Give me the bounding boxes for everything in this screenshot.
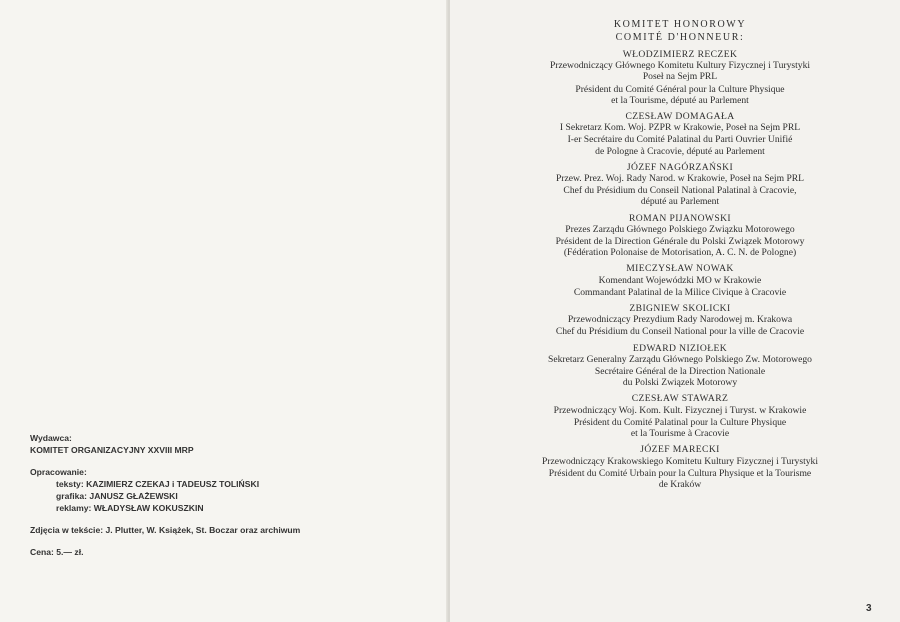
left-page [0,0,448,622]
committee-heading-fr: COMITÉ D'HONNEUR: [615,32,745,43]
member-name: EDWARD NIZIOŁEK [632,342,728,354]
member-name: JÓZEF NAGÓRZAŃSKI [626,161,734,173]
prepared-label: Opracowanie: [30,467,87,477]
member-title-fr: Chef du Présidium du Conseil National pour la ville de Cracovie [555,326,805,338]
member-title-pl: Przewodniczący Prezydium Rady Narodowej m. Krakowa [567,314,793,326]
member-name: CZESŁAW STAWARZ [631,393,729,405]
honorary-committee [480,18,880,490]
member-title-pl: Przewodniczący Krakowskiego Komitetu Kultury Fizycznej i Turystyki [541,455,819,467]
member-title-fr: et la Tourisme, député au Parlement [611,94,749,106]
member-title-fr: et la Tourisme à Cracovie [630,428,730,440]
committee-member [480,303,880,338]
member-title-pl: Przewodniczący Głównego Komitetu Kultury Fizycznej i Turystyki [549,60,811,72]
member-title-fr: Président du Comité Palatinal pour la Culture Physique [573,416,787,428]
member-title-fr: du Polski Związek Motorowy [622,377,738,389]
member-name: WŁODZIMIERZ RECZEK [622,49,738,60]
member-title-fr: Président de la Direction Générale du Polski Związek Motorowy [555,236,805,248]
credit-ads: reklamy: WŁADYSŁAW KOKUSZKIN [56,503,204,513]
member-title-fr: de Kraków [658,478,702,490]
member-title-fr: de Pologne à Cracovie, député au Parlement [595,145,765,157]
member-title-fr: (Fédération Polonaise de Motorisation, A. C. N. de Pologne) [563,247,797,259]
publisher-label: Wydawca: [30,433,72,443]
member-list [480,49,880,490]
credit-texts: teksty: KAZIMIERZ CZEKAJ i TADEUSZ TOLIŃSKI [56,479,260,489]
committee-member [480,49,880,106]
member-title-pl: Przew. Prez. Woj. Rady Narod. w Krakowie, Poseł na Sejm PRL [555,173,805,185]
member-name: ROMAN PIJANOWSKI [628,212,732,224]
credit-graphics: grafika: JANUSZ GŁAŻEWSKI [56,491,178,501]
member-name: JÓZEF MARECKI [640,444,720,456]
member-title-fr: député au Parlement [640,196,720,208]
publisher: KOMITET ORGANIZACYJNY XXVIII MRP [30,445,194,455]
committee-heading-pl: KOMITET HONOROWY [613,19,747,30]
member-name: ZBIGNIEW SKOLICKI [629,303,731,315]
committee-member [480,111,880,157]
colophon [30,432,430,558]
member-name: CZESŁAW DOMAGAŁA [625,111,735,123]
page-number: 3 [866,603,872,614]
member-title-pl: Prezes Zarządu Głównego Polskiego Związku Motorowego [565,223,795,235]
member-title-pl: I Sekretarz Kom. Woj. PZPR w Krakowie, Poseł na Sejm PRL [559,122,801,134]
committee-member [480,263,880,298]
member-title-fr: Chef du Présidium du Conseil National Palatinal à Cracovie, [563,185,797,197]
member-title-fr: Commandant Palatinal de la Milice Civique à Cracovie [573,286,787,298]
committee-member [480,444,880,490]
member-title-fr: Président du Comité Général pour la Culture Physique [575,83,785,95]
member-title-fr: Secrétaire Général de la Direction Nationale [594,366,766,378]
member-name: MIECZYSŁAW NOWAK [626,263,734,275]
committee-member [480,393,880,439]
member-title-fr: Président du Comité Urbain pour la Cultura Physique et la Tourisme [548,467,812,479]
member-title-fr: I-er Secrétaire du Comité Palatinal du Parti Ouvrier Unifié [567,134,793,146]
member-title-pl: Poseł na Sejm PRL [642,71,718,83]
member-title-pl: Komendant Wojewódzki MO w Krakowie [598,274,762,286]
member-title-pl: Sekretarz Generalny Zarządu Głównego Polskiego Zw. Motorowego [548,353,812,365]
price: Cena: 5.— zł. [30,547,84,557]
committee-member [480,162,880,208]
credit-photos: Zdjęcia w tekście: J. Plutter, W. Książek, St. Boczar oraz archiwum [30,525,301,535]
committee-member [480,213,880,259]
committee-member [480,343,880,389]
member-title-pl: Przewodniczący Woj. Kom. Kult. Fizycznej i Turyst. w Krakowie [553,404,807,416]
